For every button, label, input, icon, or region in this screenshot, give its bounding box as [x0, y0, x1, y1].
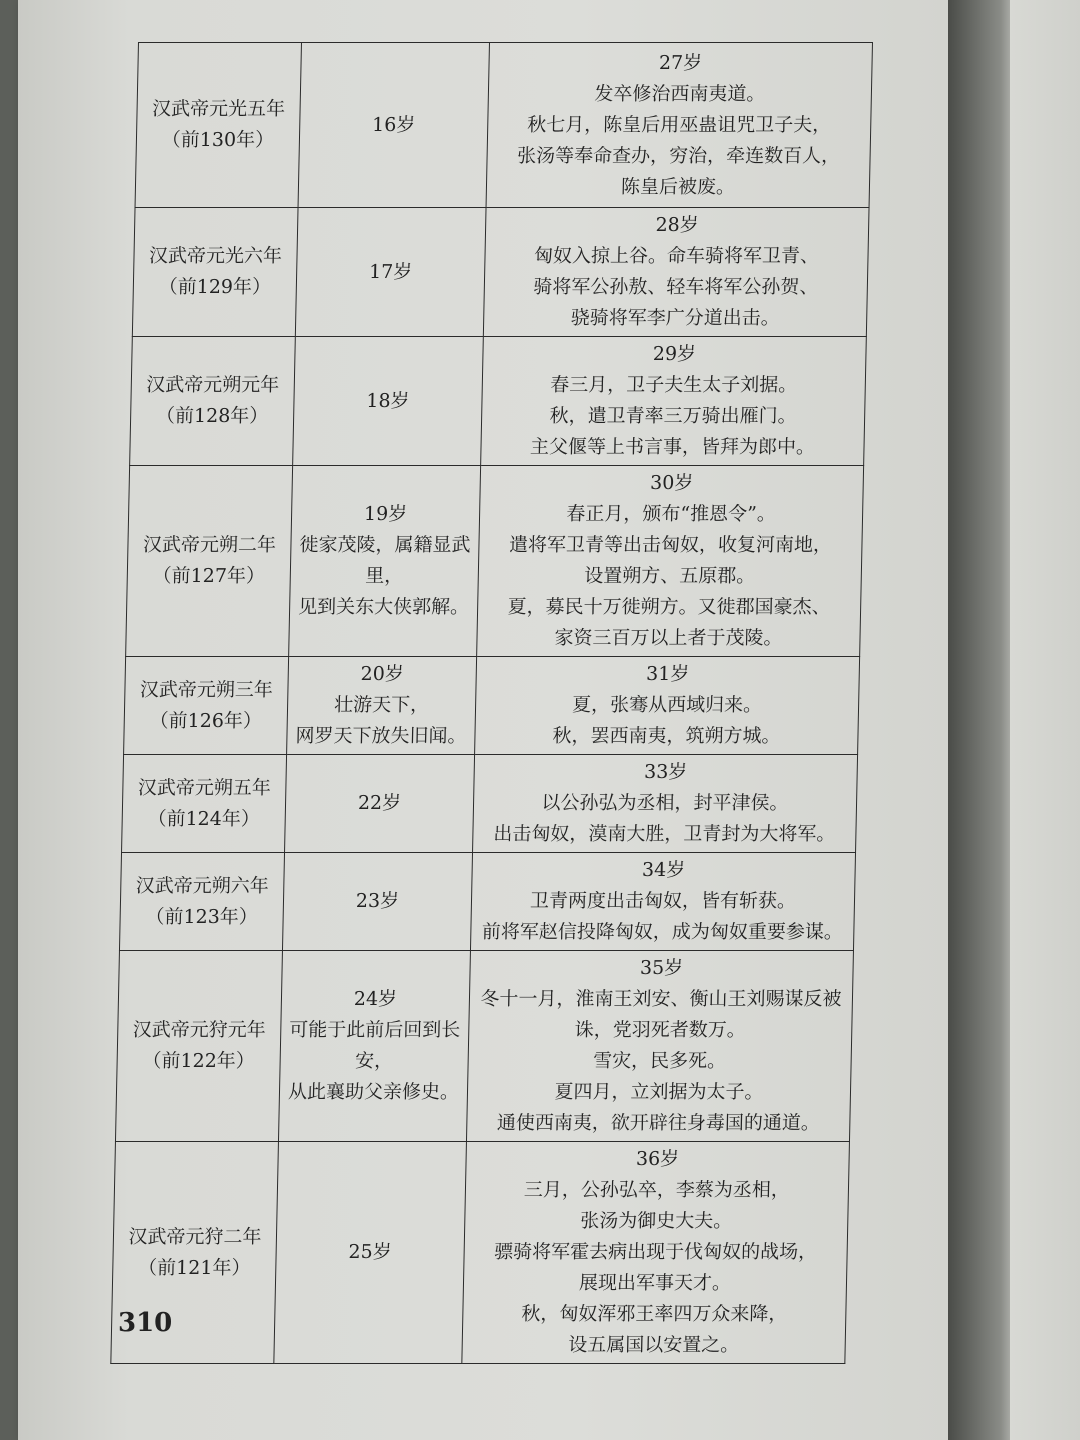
age-cell — [298, 43, 489, 208]
age-line: 徙家茂陵，属籍显武里， — [299, 534, 471, 587]
table-row — [115, 951, 853, 1142]
reign-line: （前127年） — [152, 565, 266, 587]
age-line: 壮游天下， — [333, 694, 430, 716]
events-line: 35岁 — [639, 957, 684, 979]
age-line: 可能于此前后回到长安， — [289, 1019, 461, 1072]
events-line: 春三月，卫子夫生太子刘据。 — [550, 374, 798, 396]
reign-line: （前130年） — [161, 129, 275, 151]
age-line: 从此襄助父亲修史。 — [287, 1081, 460, 1103]
reign-line: 汉武帝元狩二年 — [128, 1225, 262, 1248]
reign-line: 汉武帝元朔三年 — [139, 678, 274, 701]
reign-line: （前124年） — [147, 807, 261, 830]
age-line: 16岁 — [371, 113, 416, 136]
reign-cell — [122, 755, 287, 853]
events-line: 夏，张骞从西域归来。 — [571, 694, 763, 716]
reign-cell — [126, 466, 293, 657]
events-line: 卫青两度出击匈奴，皆有斩获。 — [529, 890, 797, 912]
events-line: 张汤为御史大夫。 — [580, 1210, 733, 1232]
events-cell — [486, 43, 872, 208]
events-line: 36岁 — [635, 1148, 680, 1170]
reign-line: 汉武帝元朔元年 — [146, 374, 280, 396]
events-line: 遣将军卫青等出击匈奴，收复河南地， — [508, 534, 833, 556]
events-line: 秋七月，陈皇后用巫蛊诅咒卫子夫， — [527, 113, 832, 136]
reign-line: （前121年） — [137, 1256, 251, 1279]
age-cell — [278, 951, 470, 1142]
events-line: 张汤等奉命查办，穷治，牵连数百人， — [516, 144, 841, 167]
age-cell — [282, 853, 472, 951]
events-line: 诛，党羽死者数万。 — [574, 1019, 747, 1041]
table-row — [132, 208, 869, 337]
events-line: 夏四月，立刘据为太子。 — [554, 1081, 764, 1103]
reign-line: 汉武帝元朔五年 — [137, 776, 272, 799]
events-cell — [483, 208, 869, 337]
chronology-table — [110, 42, 873, 1364]
reign-line: 汉武帝元光六年 — [148, 245, 283, 267]
events-line: 34岁 — [641, 859, 686, 881]
table-row — [122, 755, 858, 853]
events-line: 雪灾，民多死。 — [592, 1050, 727, 1072]
events-cell — [462, 1142, 850, 1364]
events-line: 28岁 — [655, 214, 699, 236]
events-cell — [470, 853, 855, 951]
age-line: 24岁 — [353, 988, 398, 1010]
events-cell — [466, 951, 853, 1142]
events-line: 三月，公孙弘卒，李蔡为丞相， — [523, 1179, 791, 1201]
events-line: 设置朔方、五原郡。 — [584, 565, 756, 587]
events-line: 春正月，颁布“推恩令”。 — [566, 503, 777, 525]
age-line: 见到关东大侠郭解。 — [297, 596, 470, 618]
events-line: 27岁 — [658, 51, 703, 74]
events-line: 骑将军公孙敖、轻车将军公孙贺、 — [533, 276, 819, 298]
table-row — [126, 466, 864, 657]
events-line: 夏，募民十万徙朔方。又徙郡国豪杰、 — [507, 596, 831, 618]
table-row — [130, 337, 867, 466]
next-page-edge — [1010, 0, 1080, 1440]
events-cell — [477, 466, 864, 657]
reign-line: （前129年） — [158, 276, 272, 298]
events-line: 前将军赵信投降匈奴，成为匈奴重要参谋。 — [481, 921, 844, 943]
table-row — [135, 43, 872, 208]
table-row — [111, 1142, 850, 1364]
page-number: 310 — [118, 1308, 173, 1338]
events-cell — [475, 657, 860, 755]
reign-cell — [124, 657, 289, 755]
table-row — [119, 853, 855, 951]
events-line: 出击匈奴，漠南大胜，卫青封为大将军。 — [493, 823, 836, 845]
age-line: 19岁 — [363, 503, 408, 525]
events-line: 秋，罢西南夷，筑朔方城。 — [552, 725, 781, 747]
events-line: 29岁 — [652, 343, 697, 365]
reign-line: 汉武帝元朔二年 — [142, 534, 277, 556]
reign-line: 汉武帝元光五年 — [151, 98, 286, 120]
events-line: 匈奴入掠上谷。命车骑将军卫青、 — [533, 245, 820, 267]
reign-line: （前122年） — [142, 1050, 256, 1072]
age-line: 25岁 — [348, 1241, 392, 1263]
events-line: 以公孙弘为丞相，封平津侯。 — [541, 792, 789, 814]
reign-line: （前126年） — [149, 709, 263, 732]
age-line: 20岁 — [360, 663, 405, 685]
reign-line: 汉武帝元狩元年 — [132, 1019, 267, 1041]
reign-cell — [115, 951, 282, 1142]
events-line: 秋，遣卫青率三万骑出雁门。 — [549, 405, 797, 427]
age-line: 22岁 — [357, 792, 402, 814]
age-cell — [289, 466, 481, 657]
age-cell — [274, 1142, 467, 1364]
reign-cell — [119, 853, 284, 951]
age-cell — [287, 657, 477, 755]
age-line: 17岁 — [368, 260, 413, 283]
events-line: 31岁 — [645, 663, 690, 685]
events-line: 33岁 — [643, 761, 688, 783]
events-line: 主父偃等上书言事，皆拜为郎中。 — [529, 436, 816, 458]
events-line: 家资三百万以上者于茂陵。 — [554, 627, 783, 649]
events-line: 设五属国以安置之。 — [567, 1334, 740, 1356]
events-line: 冬十一月，淮南王刘安、衡山王刘赐谋反被 — [480, 988, 842, 1010]
events-line: 骁骑将军李广分道出击。 — [570, 307, 780, 329]
reign-cell — [135, 43, 301, 208]
age-line: 18岁 — [366, 389, 410, 412]
age-line: 23岁 — [355, 890, 400, 912]
table-row — [124, 657, 860, 755]
events-cell — [473, 755, 858, 853]
events-line: 陈皇后被废。 — [620, 175, 736, 198]
reign-line: （前128年） — [155, 405, 269, 427]
age-line: 网罗天下放失旧闻。 — [295, 725, 467, 747]
reign-line: 汉武帝元朔六年 — [135, 874, 270, 897]
reign-cell — [132, 208, 298, 337]
age-cell — [293, 337, 484, 466]
events-line: 展现出军事天才。 — [578, 1272, 732, 1294]
events-line: 骠骑将军霍去病出现于伐匈奴的战场， — [493, 1241, 818, 1263]
events-line: 30岁 — [649, 472, 694, 494]
events-line: 秋，匈奴浑邪王率四万众来降， — [521, 1303, 788, 1325]
reign-cell — [130, 337, 296, 466]
events-line: 通使西南夷，欲开辟往身毒国的通道。 — [496, 1112, 821, 1134]
events-cell — [481, 337, 867, 466]
events-line: 发卒修治西南夷道。 — [594, 82, 766, 105]
reign-line: （前123年） — [145, 905, 259, 928]
age-cell — [295, 208, 486, 337]
age-cell — [285, 755, 475, 853]
